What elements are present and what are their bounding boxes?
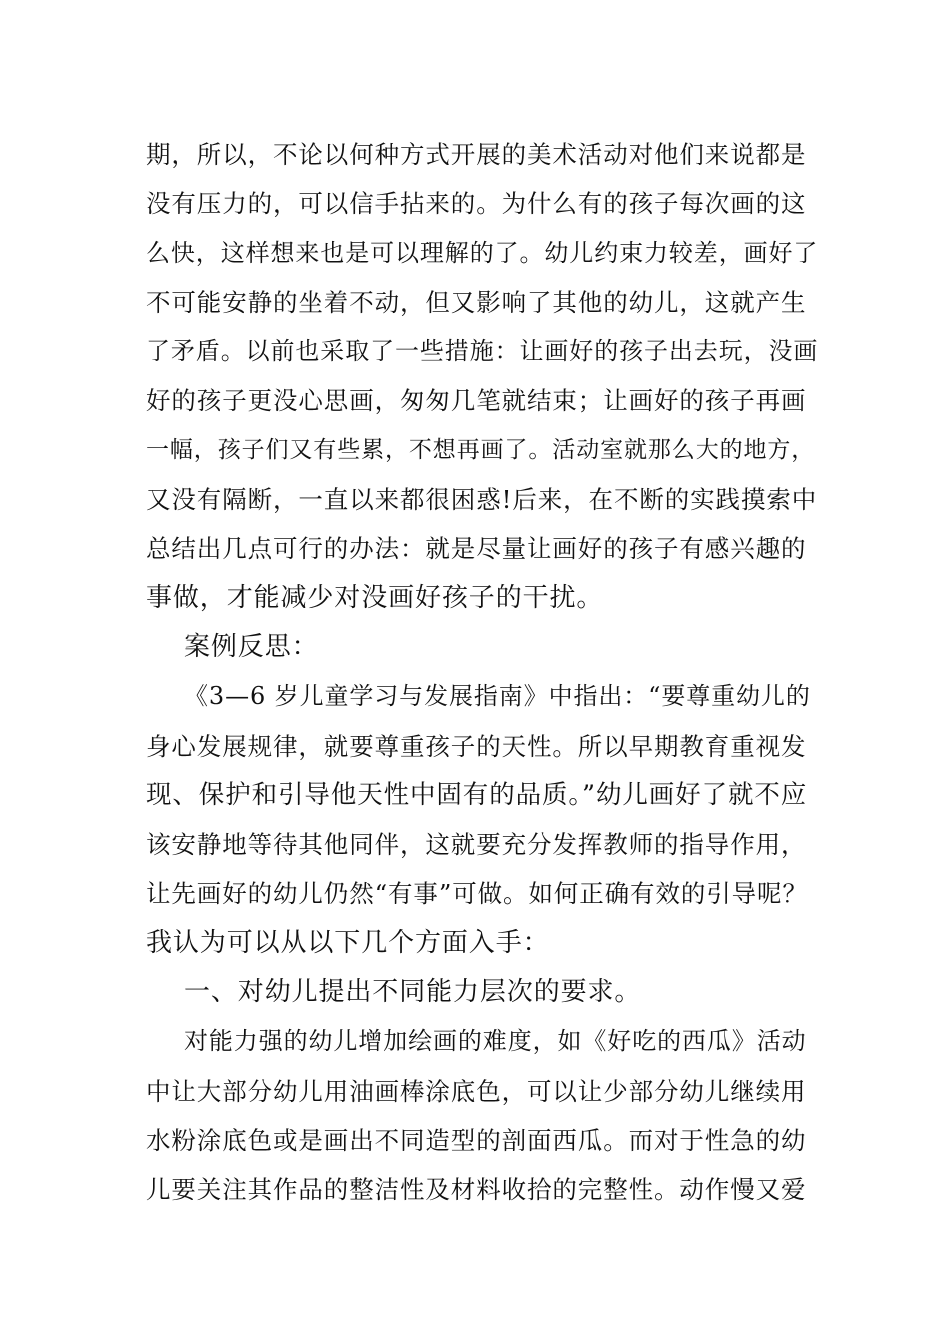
text-line: 我认为可以从以下几个方面入手： (146, 927, 550, 958)
text-line: 中让大部分幼儿用油画棒涂底色，可以让少部分幼儿继续用 (146, 1076, 807, 1106)
document-body (146, 130, 818, 1215)
text-line: 该安静地等待其他同伴，这就要充分发挥教师的指导作用， (146, 830, 807, 860)
text-line: 没有压力的，可以信手拈来的。为什么有的孩子每次画的这 (146, 189, 807, 219)
text-line: 一幅，孩子们又有些累，不想再画了。活动室就那么大的地方， (146, 436, 816, 463)
text-line: 么快，这样想来也是可以理解的了。幼儿约束力较差，画好了 (146, 238, 819, 267)
text-line: 对能力强的幼儿增加绘画的难度，如《好吃的西瓜》活动 (184, 1027, 807, 1056)
text-line: 又没有隔断，一直以来都很困惑!后来，在不断的实践摸索中 (146, 485, 818, 515)
text-line: 期，所以，不论以何种方式开展的美术活动对他们来说都是 (146, 140, 807, 169)
text-line: 案例反思： (184, 631, 319, 662)
text-line: 儿要关注其作品的整洁性及材料收拾的完整性。动作慢又爱 (146, 1175, 807, 1205)
text-line: 让先画好的幼儿仍然“有事”可做。如何正确有效的引导呢？ (146, 879, 808, 909)
text-line: 身心发展规律，就要尊重孩子的天性。所以早期教育重视发 (146, 731, 807, 761)
text-line: 事做，才能减少对没画好孩子的干扰。 (146, 582, 604, 613)
text-line: 水粉涂底色或是画出不同造型的剖面西瓜。而对于性急的幼 (146, 1125, 807, 1155)
text-line: 《3—6 岁儿童学习与发展指南》中指出：“要尊重幼儿的 (184, 682, 811, 711)
text-line: 不可能安静的坐着不动，但又影响了其他的幼儿，这就产生 (146, 287, 807, 317)
text-line: 一、对幼儿提出不同能力层次的要求。 (184, 977, 642, 1008)
text-line: 现、保护和引导他天性中固有的品质。”幼儿画好了就不应 (146, 779, 808, 810)
text-line: 总结出几点可行的办法：就是尽量让画好的孩子有感兴趣的 (146, 534, 807, 564)
text-line: 了矛盾。以前也采取了一些措施：让画好的孩子出去玩，没画 (146, 337, 819, 366)
text-line: 好的孩子更没心思画，匆匆几笔就结束；让画好的孩子再画 (146, 386, 807, 416)
